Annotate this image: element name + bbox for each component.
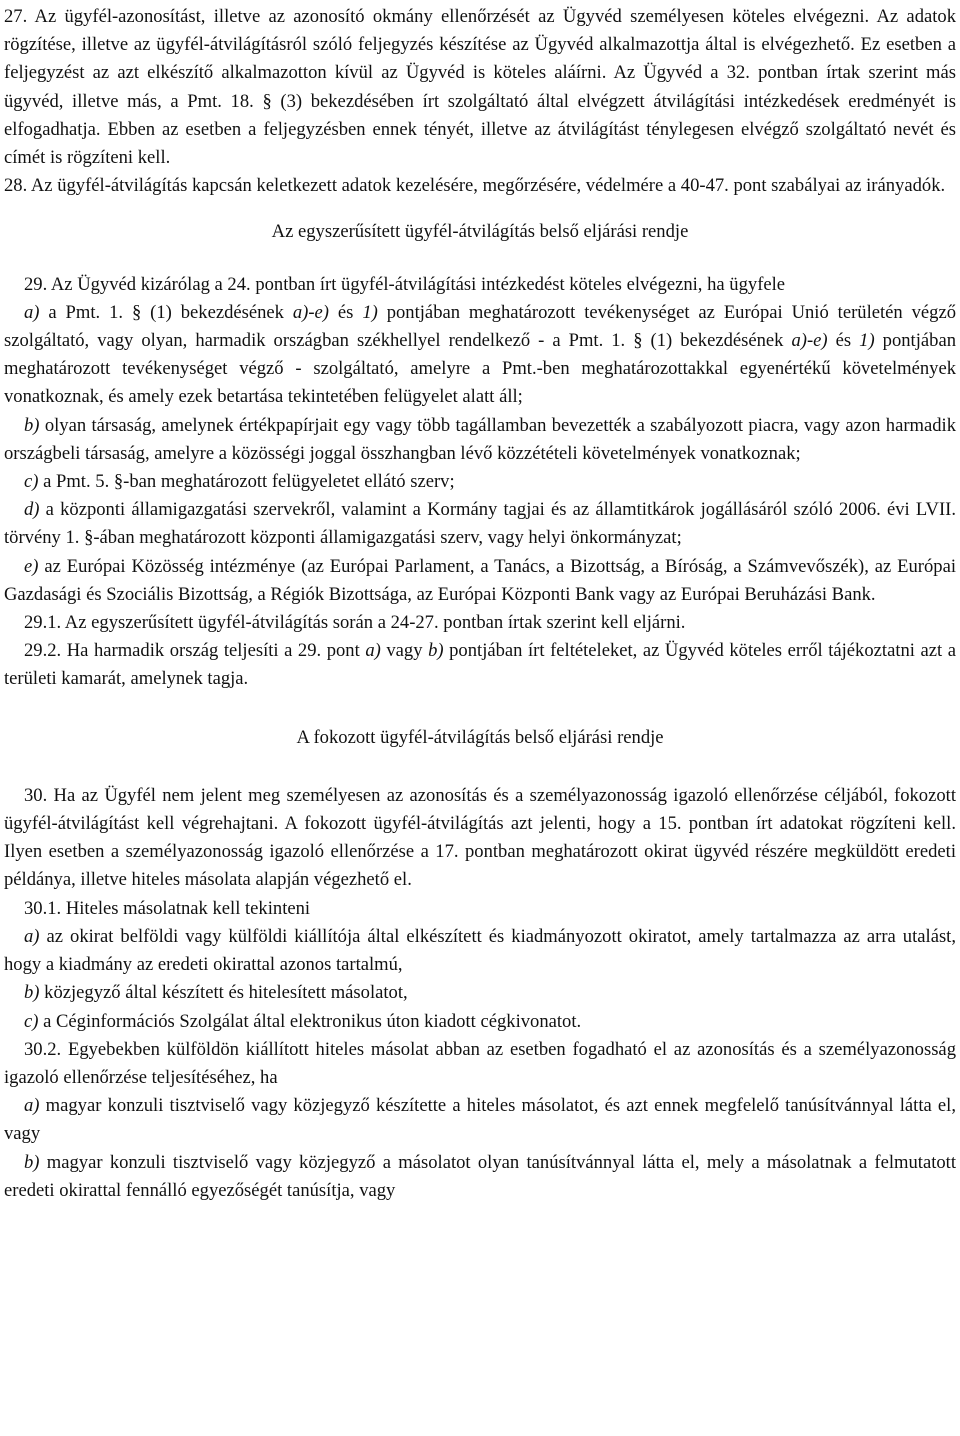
section-heading-simplified-due-diligence: Az egyszerűsített ügyfél-átvilágítás belső eljárási rendje bbox=[271, 221, 689, 243]
paragraph-30-1-a: a) az okirat belföldi vagy külföldi kiállítója által elkészített és kiadmányozott okiratot, amely tartalmazza az arra utalást, hogy a kiadmány az eredeti okirattal azonos tartalmú, bbox=[4, 925, 956, 976]
paragraph-30: 30. Ha az Ügyfél nem jelent meg személyesen az azonosítás és a személyazonosság igazoló ellenőrzése céljából, fokozott ügyfél-átvilágítást kell végrehajtani. A fokozott ügyfél-átvilágítás azt jelenti, hogy a 15. pontban írt adatokat rögzíteni kell. Ilyen esetben a személyazonosság igazoló ellenőrzése a 17. pontban meghatározott okirat ügyvéd részére megküldött eredeti példánya, illetve hiteles másolata alapján végezhető el. bbox=[4, 784, 956, 891]
paragraph-29-b: b) olyan társaság, amelynek értékpapírjait egy vagy több tagállamban bevezették a szabályozott piacra, vagy azon harmadik országbeli társaság, amelyre a közösségi joggal összhangban lévő közzétételi követelmények vonatkoznak; bbox=[4, 414, 956, 464]
paragraph-30-2-a: a) magyar konzuli tisztviselő vagy közjegyző készítette a hiteles másolatot, és azt ennek megfelelő tanúsítvánnyal látta el, vagy bbox=[4, 1095, 956, 1145]
paragraph-30-1-c: c) a Céginformációs Szolgálat által elektronikus úton kiadott cégkivonatot. bbox=[24, 1010, 582, 1032]
paragraph-29: 29. Az Ügyvéd kizárólag a 24. pontban írt ügyfél-átvilágítási intézkedést köteles elvégezni, ha ügyfele bbox=[24, 273, 786, 295]
paragraph-29-1: 29.1. Az egyszerűsített ügyfél-átvilágítás során a 24-27. pontban írtak szerint kell eljárni. bbox=[24, 612, 686, 634]
section-symbol: § bbox=[84, 527, 94, 549]
section-heading-enhanced-due-diligence: A fokozott ügyfél-átvilágítás belső eljárási rendje bbox=[296, 726, 664, 748]
section-symbol: § bbox=[633, 330, 643, 352]
paragraph-29-c: c) a Pmt. 5. §-ban meghatározott felügyeletet ellátó szerv; bbox=[24, 471, 455, 493]
paragraph-30-1-b: b) közjegyző által készített és hitelesített másolatot, bbox=[24, 982, 408, 1004]
section-symbol: § bbox=[262, 90, 272, 112]
paragraph-29-2: 29.2. Ha harmadik ország teljesíti a 29. pont a) vagy b) pontjában írt feltételeket, az Ügyvéd köteles erről tájékoztatni azt a területi kamarát, amelynek tagja. bbox=[4, 640, 956, 690]
paragraph-27: 27. Az ügyfél-azonosítást, illetve az azonosító okmány ellenőrzését az Ügyvéd személyesen köteles elvégezni. Az adatok rögzítése, illetve az ügyfél-átvilágításról szóló feljegyzés készítése az Ügyvéd alkalmazottja által is elvégezhető. Ez esetben a feljegyzést az azt elkészítő alkalmazotton kívül az Ügyvéd is köteles aláírni. Az Ügyvéd a 32. pontban írtak szerint más ügyvéd, illetve más, a Pmt. 18. § (3) bekezdésében írt szolgáltató által elvégzett átvilágítási intézkedések eredményét is elfogadhatja. Ebben az esetben a feljegyzésben ennek tényét, illetve az átvilágítást ténylegesen elvégző szolgáltató nevét és címét is rögzíteni kell. bbox=[4, 6, 956, 169]
paragraph-29-d: d) a központi államigazgatási szervekről, valamint a Kormány tagjai és az államtitkárok jogállásáról szóló 2006. évi LVII. törvény 1. §-ában meghatározott központi államigazgatási szerv, vagy helyi önkormányzat; bbox=[4, 499, 956, 549]
paragraph-30-2-b: b) magyar konzuli tisztviselő vagy közjegyző a másolatot olyan tanúsítvánnyal látta el, mely a másolatnak a felmutatott eredeti okirattal fennálló egyezőségét tanúsítja, vagy bbox=[4, 1151, 956, 1201]
paragraph-29-a: a) a Pmt. 1. § (1) bekezdésének a)-e) és 1) pontjában meghatározott tevékenységet az Európai Unió területén végző szolgáltató, vagy olyan, harmadik országban székhellyel rendelkező - a Pmt. 1. § (1) bekezdésének a)-e) és 1) pontjában meghatározott tevékenységet végző - szolgáltató, amelyre a Pmt.-ben meghatározottakkal egyenértékű követelmények vonatkoznak, és amely ezek betartása tekintetében felügyelet alatt áll; bbox=[4, 301, 957, 408]
section-symbol: § bbox=[113, 471, 124, 493]
paragraph-30-2: 30.2. Egyebekben külföldön kiállított hiteles másolat abban az esetben fogadható el az azonosítás és a személyazonosság igazoló ellenőrzése teljesítéséhez, ha bbox=[4, 1038, 956, 1088]
paragraph-28: 28. Az ügyfél-átvilágítás kapcsán keletkezett adatok kezelésére, megőrzésére, védelmére a 40-47. pont szabályai az irányadók. bbox=[4, 175, 946, 197]
section-symbol: § bbox=[131, 301, 142, 323]
paragraph-29-e: e) az Európai Közösség intézménye (az Európai Parlament, a Tanács, a Bizottság, a Bíróság, a Számvevőszék), az Európai Gazdasági és Szociális Bizottság, a Régiók Bizottsága, az Európai Központi Bank vagy az Európai Beruházási Bank. bbox=[4, 555, 956, 605]
paragraph-30-1: 30.1. Hiteles másolatnak kell tekinteni bbox=[24, 897, 311, 919]
